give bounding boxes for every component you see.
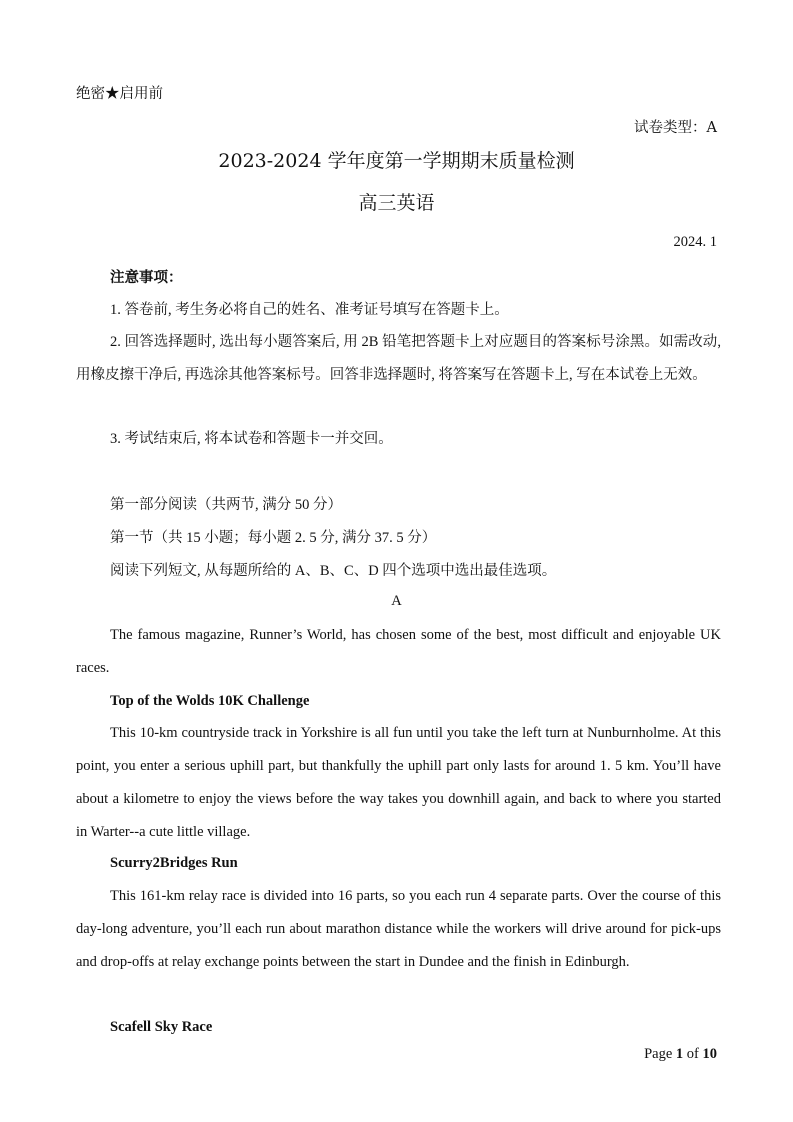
notice-item-2: 2. 回答选择题时, 选出每小题答案后, 用 2B 铅笔把答题卡上对应题目的答案标号涂黑。如需改动, 用橡皮擦干净后, 再选涂其他答案标号。回答非选择题时, 将答案写在答题卡上, 写在本试卷上无效。	[76, 334, 721, 383]
race-1-title: Top of the Wolds 10K Challenge	[110, 693, 310, 709]
passage-label: A	[391, 593, 402, 609]
part-heading: 第一部分阅读（共两节, 满分 50 分）	[110, 497, 342, 513]
notice-heading: 注意事项：	[110, 270, 183, 286]
race-2-text: This 161-km relay race is divided into 16 parts, so you each run 4 separate parts. Over the course of this day-long adventure, you’ll each run about marathon distance while the workers will drive around for pick-ups and drop-offs at relay exchange points between the start in Dundee and the finish in Edinburgh.	[76, 888, 721, 970]
page-title: 2023-2024 学年度第一学期期末质量检测	[218, 150, 575, 172]
confidential-label: 绝密★启用前	[76, 86, 163, 102]
race-3-title: Scafell Sky Race	[110, 1019, 213, 1035]
section-instruction: 阅读下列短文, 从每题所给的 A、B、C、D 四个选项中选出最佳选项。	[110, 563, 557, 579]
notice-item-1: 1. 答卷前, 考生务必将自己的姓名、准考证号填写在答题卡上。	[110, 302, 509, 318]
exam-date: 2024. 1	[673, 234, 717, 250]
notice-item-3: 3. 考试结束后, 将本试卷和答题卡一并交回。	[110, 431, 393, 447]
race-2-title: Scurry2Bridges Run	[110, 855, 238, 871]
paper-type: 试卷类型：A	[634, 120, 717, 136]
page-total: 10	[702, 1046, 717, 1062]
passage-intro: The famous magazine, Runner’s World, has chosen some of the best, most difficult and enjoyable UK races.	[76, 627, 721, 676]
page-word: Page	[644, 1046, 673, 1062]
section-heading: 第一节（共 15 小题；每小题 2. 5 分, 满分 37. 5 分）	[110, 530, 437, 546]
page-subtitle: 高三英语	[358, 192, 435, 214]
of-word: of	[686, 1046, 699, 1062]
page-number: 1	[675, 1046, 684, 1062]
page-footer	[644, 1046, 717, 1063]
race-1-text: This 10-km countryside track in Yorkshire is all fun until you take the left turn at Nunburnholme. At this point, you enter a serious uphill part, but thankfully the uphill part only lasts for around 1. 5 km. You’ll have about a kilometre to enjoy the views before the way takes you downhill again, and back to where you started in Warter--a cute little village.	[76, 725, 721, 840]
